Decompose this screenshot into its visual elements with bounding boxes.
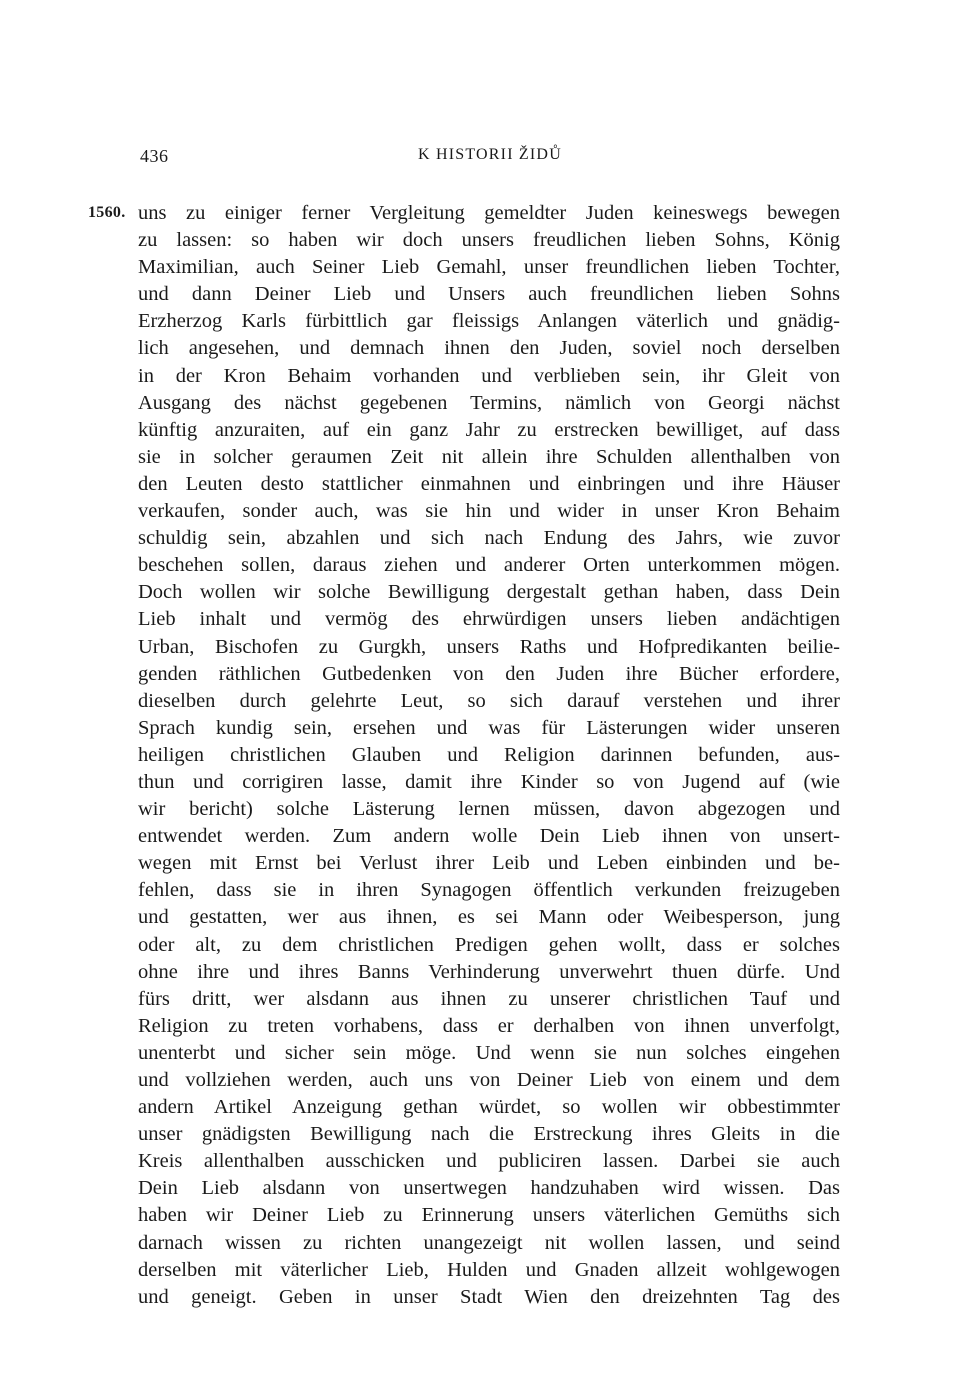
text-line: Dein Lieb alsdann von unsertwegen handzuhaben wird wissen. Das	[138, 1177, 840, 1200]
text-line: fürs dritt, wer alsdann aus ihnen zu unserer christlichen Tauf und	[138, 987, 840, 1010]
text-line: Lieb inhalt und vermög des ehrwürdigen unsers lieben andächtigen	[138, 608, 840, 631]
text-line: verkaufen, sonder auch, was sie hin und wider in unser Kron Behaim	[138, 500, 840, 523]
text-line: und dann Deiner Lieb und Unsers auch freundlichen lieben Sohns	[138, 283, 840, 306]
text-line: schuldig sein, abzahlen und sich nach Endung des Jahrs, wie zuvor	[138, 527, 840, 550]
text-line: und gestatten, wer aus ihnen, es sei Mann oder Weibesperson, jung	[138, 906, 840, 929]
text-line: künftig anzuraiten, auf ein ganz Jahr zu erstrecken bewilliget, auf dass	[138, 418, 840, 441]
text-line: heiligen christlichen Glauben und Religion darinnen befunden, aus-	[138, 743, 840, 766]
text-line: sie in solcher geraumen Zeit nit allein ihre Schulden allenthalben von	[138, 445, 840, 468]
text-line: Ausgang des nächst gegebenen Termins, nämlich von Georgi nächst	[138, 391, 840, 414]
text-line: derselben mit väterlicher Lieb, Hulden und Gnaden allzeit wohlgewogen	[138, 1258, 840, 1281]
text-line: in der Kron Behaim vorhanden und verblieben sein, ihr Gleit von	[138, 364, 840, 387]
text-line: wir bericht) solche Lästerung lernen müssen, davon abgezogen und	[138, 798, 840, 821]
text-line: lich angesehen, und demnach ihnen den Juden, soviel noch derselben	[138, 337, 840, 360]
text-line: thun und corrigiren lasse, damit ihre Kinder so von Jugend auf (wie	[138, 770, 840, 793]
text-line: andern Artikel Anzeigung gethan würdet, so wollen wir obbestimmter	[138, 1096, 840, 1119]
text-line: darnach wissen zu richten unangezeigt nit wollen lassen, und seind	[138, 1231, 840, 1254]
text-line: den Leuten desto stattlicher einmahnen und einbringen und ihre Häuser	[138, 472, 840, 495]
text-line: unenterbt und sicher sein möge. Und wenn sie nun solches eingehen	[138, 1041, 840, 1064]
text-line: genden räthlichen Gutbedenken von den Juden ihre Bücher erfordere,	[138, 662, 840, 685]
text-line: Urban, Bischofen zu Gurgkh, unsers Raths und Hofpredikanten beilie-	[138, 635, 840, 658]
text-line: Erzherzog Karls fürbittlich gar fleissigs Anlangen väterlich und gnädig-	[138, 310, 840, 333]
margin-year: 1560.	[88, 204, 126, 221]
text-line: Maximilian, auch Seiner Lieb Gemahl, unser freundlichen lieben Tochter,	[138, 256, 840, 279]
text-line: entwendet werden. Zum andern wolle Dein Lieb ihnen von unsert-	[138, 825, 840, 848]
page-number: 436	[140, 146, 169, 166]
text-line: und geneigt. Geben in unser Stadt Wien den dreizehnten Tag des	[138, 1285, 840, 1308]
text-line: wegen mit Ernst bei Verlust ihrer Leib und Leben einbinden und be-	[138, 852, 840, 875]
text-line: fehlen, dass sie in ihren Synagogen öffentlich verkunden freizugeben	[138, 879, 840, 902]
text-line: Religion zu treten vorhabens, dass er derhalben von ihnen unverfolgt,	[138, 1014, 840, 1037]
text-line: Doch wollen wir solche Bewilligung dergestalt gethan haben, dass Dein	[138, 581, 840, 604]
text-line: oder alt, zu dem christlichen Predigen gehen wollt, dass er solches	[138, 933, 840, 956]
text-line: uns zu einiger ferner Vergleitung gemeldter Juden keineswegs bewegen	[138, 202, 840, 224]
text-line: Kreis allenthalben ausschicken und publiciren lassen. Darbei sie auch	[138, 1150, 840, 1173]
text-line: ohne ihre und ihres Banns Verhinderung unverwehrt thuen dürfe. Und	[138, 960, 840, 983]
text-line: und vollziehen werden, auch uns von Deiner Lieb von einem und dem	[138, 1069, 840, 1091]
running-title: K HISTORII ŽIDŮ	[418, 146, 562, 163]
text-line: dieselben durch gelehrte Leut, so sich darauf verstehen und ihrer	[138, 689, 840, 712]
text-line: zu lassen: so haben wir doch unsers freudlichen lieben Sohns, König	[138, 229, 840, 252]
text-line: unser gnädigsten Bewilligung nach die Erstreckung ihres Gleits in die	[138, 1123, 840, 1146]
text-line: Sprach kundig sein, ersehen und was für Lästerungen wider unseren	[138, 716, 840, 739]
body-text	[138, 200, 840, 1311]
text-line: haben wir Deiner Lieb zu Erinnerung unsers väterlichen Gemüths sich	[138, 1204, 840, 1227]
running-head	[140, 146, 840, 170]
text-line: beschehen sollen, daraus ziehen und anderer Orten unterkommen mögen.	[138, 554, 840, 577]
